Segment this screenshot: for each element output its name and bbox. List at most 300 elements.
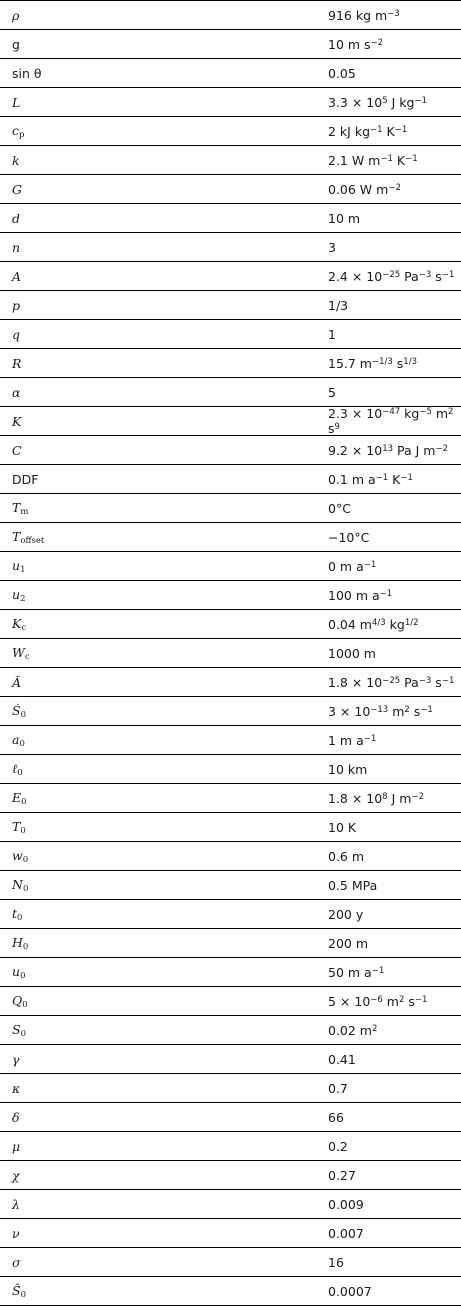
- value-cell: [328, 530, 461, 545]
- value-text: 10 m s: [328, 36, 371, 52]
- value-cell: [328, 588, 461, 603]
- value-cell: [328, 1197, 461, 1212]
- symbol-subscript: 0: [21, 796, 27, 807]
- value-text: 5 × 10: [328, 993, 371, 1009]
- symbol-cell: [0, 1052, 328, 1067]
- symbol-cell: [0, 385, 328, 400]
- symbol-cell: [0, 906, 328, 923]
- table-row: [0, 262, 461, 291]
- symbol-text: c: [12, 122, 20, 138]
- value-cell: [328, 849, 461, 864]
- table-row: [0, 407, 461, 436]
- symbol-text: p: [12, 297, 21, 313]
- symbol-text: q: [12, 326, 21, 342]
- symbol-text: t: [12, 905, 18, 921]
- symbol-text: T: [12, 499, 21, 515]
- table-row: [0, 1016, 461, 1045]
- table-row: [0, 1277, 461, 1306]
- value-unit-text: K: [388, 471, 401, 487]
- value-text: 2.1 W m: [328, 152, 381, 168]
- symbol-text: G: [12, 181, 22, 197]
- value-superscript: −1: [405, 153, 418, 164]
- value-superscript: 1/2: [404, 617, 419, 628]
- symbol-text: T: [12, 818, 21, 834]
- value-unit-text: Pa: [400, 674, 419, 690]
- value-text: 916 kg m: [328, 7, 388, 23]
- symbol-cell: [0, 443, 328, 458]
- table-row: [0, 987, 461, 1016]
- symbol-text: α: [12, 384, 21, 400]
- symbol-cell: [0, 645, 328, 662]
- value-text: 0.2: [328, 1138, 348, 1154]
- value-cell: [328, 559, 461, 574]
- table-row: [0, 929, 461, 958]
- value-text: 0.007: [328, 1225, 364, 1241]
- value-cell: [328, 8, 461, 23]
- value-cell: [328, 1139, 461, 1154]
- symbol-cell: [0, 587, 328, 604]
- symbol-text: σ: [12, 1254, 21, 1270]
- table-row: [0, 88, 461, 117]
- value-superscript: −2: [388, 182, 401, 193]
- value-cell: [328, 791, 461, 806]
- symbol-cell: [0, 1197, 328, 1212]
- symbol-cell: [0, 877, 328, 894]
- symbol-text: u: [12, 557, 21, 573]
- value-text: 0.05: [328, 65, 356, 81]
- symbol-cell: [0, 211, 328, 226]
- table-row: [0, 1, 461, 30]
- symbol-subscript: 0: [17, 767, 23, 778]
- value-cell: [328, 406, 461, 436]
- table-row: [0, 1248, 461, 1277]
- value-text: 3.3 × 10: [328, 94, 383, 110]
- value-superscript: 2: [398, 994, 405, 1005]
- value-text: 0.7: [328, 1080, 348, 1096]
- value-superscript: −2: [435, 443, 448, 454]
- value-unit-text: Pa: [400, 268, 419, 284]
- symbol-cell: [0, 182, 328, 197]
- value-cell: [328, 269, 461, 284]
- symbol-text: w: [12, 847, 23, 863]
- value-cell: [328, 211, 461, 226]
- value-superscript: −1/3: [371, 356, 393, 367]
- symbol-cell: [0, 95, 328, 110]
- value-superscript: −1: [363, 733, 377, 744]
- table-row: [0, 871, 461, 900]
- value-text: 200 m: [328, 935, 369, 951]
- symbol-subscript: c: [21, 622, 27, 633]
- symbol-text: Ŝ̇: [12, 1282, 21, 1298]
- symbol-cell: [0, 558, 328, 575]
- table-row: [0, 639, 461, 668]
- symbol-text: δ: [12, 1109, 20, 1125]
- symbol-text: n: [12, 239, 21, 255]
- value-cell: [328, 675, 461, 690]
- value-superscript: −3: [387, 8, 400, 19]
- symbol-cell: [0, 123, 328, 140]
- symbol-cell: [0, 993, 328, 1010]
- table-row: [0, 1103, 461, 1132]
- value-cell: [328, 1168, 461, 1183]
- value-superscript: −13: [370, 704, 389, 715]
- value-text: 10 m: [328, 210, 361, 226]
- symbol-cell: [0, 703, 328, 720]
- value-unit-text: J kg: [387, 94, 415, 110]
- value-cell: [328, 1255, 461, 1270]
- value-superscript: 1/3: [403, 356, 417, 367]
- value-superscript: −1: [400, 472, 413, 483]
- value-text: 100 m a: [328, 587, 380, 603]
- value-cell: [328, 704, 461, 719]
- value-superscript: −1: [371, 965, 385, 976]
- value-cell: [328, 994, 461, 1009]
- symbol-subscript: m: [20, 506, 29, 517]
- symbol-text: H: [12, 934, 23, 950]
- value-unit-text: s: [404, 993, 415, 1009]
- table-row: [0, 465, 461, 494]
- value-text: 1 m a: [328, 732, 364, 748]
- symbol-text: K: [12, 615, 22, 631]
- table-row: [0, 958, 461, 987]
- value-text: 0 m a: [328, 558, 364, 574]
- table-row: [0, 204, 461, 233]
- symbol-subscript: offset: [20, 535, 45, 546]
- value-text: 10 K: [328, 819, 357, 835]
- symbol-cell: [0, 1168, 328, 1183]
- table-row: [0, 1161, 461, 1190]
- value-cell: [328, 965, 461, 980]
- value-cell: [328, 327, 461, 342]
- symbol-cell: [0, 66, 328, 81]
- symbol-text: sin θ: [12, 65, 42, 81]
- symbol-cell: [0, 8, 328, 23]
- table-row: [0, 59, 461, 88]
- table-row: [0, 697, 461, 726]
- value-superscript: −1: [420, 704, 433, 715]
- table-row: [0, 552, 461, 581]
- symbol-text: Q: [12, 992, 23, 1008]
- value-text: 0.0007: [328, 1283, 372, 1299]
- symbol-subscript: 0: [22, 999, 28, 1010]
- value-cell: [328, 733, 461, 748]
- value-text: 2.3 × 10: [328, 406, 383, 421]
- value-cell: [328, 1023, 461, 1038]
- value-superscript: −1: [363, 559, 377, 570]
- symbol-text: W: [12, 644, 25, 660]
- symbol-subscript: c: [24, 651, 30, 662]
- value-text: 0.02 m: [328, 1022, 372, 1038]
- symbol-cell: [0, 1226, 328, 1241]
- symbol-cell: [0, 675, 328, 690]
- value-cell: [328, 1226, 461, 1241]
- value-text: 0.5 MPa: [328, 877, 378, 893]
- table-row: [0, 30, 461, 59]
- symbol-cell: [0, 298, 328, 313]
- symbol-text: Ã: [12, 674, 22, 690]
- value-text: 1.8 × 10: [328, 790, 383, 806]
- value-superscript: −25: [382, 269, 401, 280]
- table-row: [0, 523, 461, 552]
- table-row: [0, 813, 461, 842]
- table-row: [0, 378, 461, 407]
- symbol-cell: [0, 819, 328, 836]
- symbol-subscript: 0: [17, 912, 23, 923]
- value-superscript: −2: [370, 37, 384, 48]
- value-unit-text: s: [431, 674, 442, 690]
- symbol-subscript: 0: [19, 738, 25, 749]
- table-row: [0, 494, 461, 523]
- value-superscript: −1: [380, 153, 393, 164]
- value-cell: [328, 182, 461, 197]
- value-text: 5: [328, 384, 336, 400]
- symbol-text: ν: [12, 1225, 20, 1241]
- table-row: [0, 900, 461, 929]
- symbol-cell: [0, 472, 328, 487]
- value-unit-text: K: [392, 152, 406, 168]
- symbol-text: T: [12, 528, 21, 544]
- value-cell: [328, 385, 461, 400]
- symbol-subscript: 1: [20, 564, 26, 575]
- symbol-subscript: 0: [22, 854, 29, 865]
- value-unit-text: s: [431, 268, 442, 284]
- symbol-text: A: [12, 268, 22, 284]
- symbol-cell: [0, 529, 328, 546]
- value-text: 0.6 m: [328, 848, 365, 864]
- symbol-cell: [0, 153, 328, 168]
- symbol-cell: [0, 616, 328, 633]
- symbol-text: R: [12, 355, 22, 371]
- symbol-cell: [0, 1283, 328, 1300]
- value-superscript: −47: [382, 407, 401, 417]
- value-superscript: −25: [382, 675, 401, 686]
- value-superscript: −3: [418, 269, 432, 280]
- table-row: [0, 1190, 461, 1219]
- value-text: 66: [328, 1109, 344, 1125]
- table-row: [0, 784, 461, 813]
- symbol-text: λ: [12, 1196, 20, 1212]
- table-body: [0, 1, 461, 1306]
- symbol-subscript: 0: [20, 825, 26, 836]
- value-unit-text: J m: [387, 790, 412, 806]
- value-superscript: 13: [382, 443, 394, 454]
- symbol-text: γ: [12, 1051, 20, 1067]
- value-text: 0.009: [328, 1196, 364, 1212]
- symbol-text: K: [12, 413, 22, 429]
- symbol-text: ℓ: [12, 760, 18, 776]
- value-superscript: −1: [414, 994, 428, 1005]
- value-cell: [328, 66, 461, 81]
- table-row: [0, 291, 461, 320]
- symbol-text: χ: [12, 1167, 20, 1183]
- value-text: 1/3: [328, 297, 349, 313]
- value-unit-text: m: [382, 993, 399, 1009]
- value-cell: [328, 298, 461, 313]
- value-cell: [328, 95, 461, 110]
- value-text: 3 × 10: [328, 703, 371, 719]
- value-superscript: −1: [394, 124, 408, 135]
- value-superscript: 4/3: [371, 617, 386, 628]
- value-cell: [328, 443, 461, 458]
- symbol-cell: [0, 500, 328, 517]
- value-text: 1.8 × 10: [328, 674, 383, 690]
- value-cell: [328, 1052, 461, 1067]
- value-text: 0.41: [328, 1051, 356, 1067]
- symbol-text: g: [12, 36, 20, 52]
- value-superscript: −5: [419, 407, 432, 417]
- value-cell: [328, 1110, 461, 1125]
- value-text: 0.27: [328, 1167, 356, 1183]
- value-text: 0°C: [328, 500, 351, 516]
- value-cell: [328, 646, 461, 661]
- value-text: 9.2 × 10: [328, 442, 383, 458]
- value-text: 15.7 m: [328, 355, 372, 371]
- value-text: 3: [328, 239, 336, 255]
- value-cell: [328, 878, 461, 893]
- value-superscript: 5: [382, 95, 388, 106]
- value-superscript: −1: [414, 95, 427, 106]
- symbol-cell: [0, 1022, 328, 1039]
- value-cell: [328, 820, 461, 835]
- value-superscript: 8: [382, 791, 388, 802]
- value-superscript: 2: [448, 407, 454, 417]
- symbol-subscript: 0: [22, 941, 29, 952]
- table-row: [0, 117, 461, 146]
- symbol-cell: [0, 761, 328, 778]
- value-cell: [328, 37, 461, 52]
- value-unit-text: kg: [400, 406, 420, 421]
- symbol-text: N: [12, 876, 23, 892]
- value-cell: [328, 907, 461, 922]
- value-superscript: 2: [404, 704, 410, 715]
- table-row: [0, 726, 461, 755]
- table-row: [0, 842, 461, 871]
- value-text: −10°C: [328, 529, 370, 545]
- value-unit-text: kg: [385, 616, 405, 632]
- value-superscript: −1: [441, 675, 455, 686]
- value-unit-text: m: [388, 703, 405, 719]
- symbol-cell: [0, 1139, 328, 1154]
- value-cell: [328, 472, 461, 487]
- symbol-text: k: [12, 152, 20, 168]
- symbol-cell: [0, 269, 328, 284]
- symbol-cell: [0, 790, 328, 807]
- symbol-subscript: p: [19, 129, 25, 140]
- symbol-text: C: [12, 442, 22, 458]
- value-text: 2.4 × 10: [328, 268, 383, 284]
- symbol-cell: [0, 1081, 328, 1096]
- symbol-text: κ: [12, 1080, 21, 1096]
- table-row: [0, 581, 461, 610]
- table-row: [0, 175, 461, 204]
- value-unit-text: s: [409, 703, 421, 719]
- value-cell: [328, 501, 461, 516]
- table-row: [0, 1074, 461, 1103]
- table-row: [0, 349, 461, 378]
- symbol-text: μ: [12, 1138, 21, 1154]
- value-text: 0.06 W m: [328, 181, 389, 197]
- value-unit-text: Pa J m: [393, 442, 436, 458]
- value-superscript: −1: [375, 472, 389, 483]
- symbol-text: Ṡ: [12, 702, 21, 718]
- symbol-subscript: 0: [20, 1289, 26, 1300]
- value-cell: [328, 124, 461, 139]
- symbol-cell: [0, 37, 328, 52]
- symbol-text: u: [12, 963, 21, 979]
- value-text: 10 km: [328, 761, 368, 777]
- value-text: 0.04 m: [328, 616, 372, 632]
- symbol-cell: [0, 1110, 328, 1125]
- symbol-subscript: 0: [20, 709, 26, 720]
- value-superscript: −1: [370, 124, 383, 135]
- value-text: 1000 m: [328, 645, 376, 661]
- symbol-cell: [0, 964, 328, 981]
- symbol-text: ρ: [12, 7, 20, 23]
- value-cell: [328, 1081, 461, 1096]
- value-unit-text: s: [392, 355, 404, 371]
- value-cell: [328, 762, 461, 777]
- value-superscript: −1: [441, 269, 455, 280]
- value-superscript: 2: [371, 1023, 378, 1034]
- value-text: 200 y: [328, 906, 364, 922]
- value-unit-text: s: [328, 421, 335, 436]
- symbol-text: DDF: [12, 471, 39, 487]
- value-cell: [328, 936, 461, 951]
- value-cell: [328, 153, 461, 168]
- symbol-text: a: [12, 731, 20, 747]
- value-superscript: −2: [411, 791, 424, 802]
- symbol-subscript: 2: [20, 593, 26, 604]
- table-row: [0, 320, 461, 349]
- value-cell: [328, 617, 461, 632]
- table-row: [0, 233, 461, 262]
- table-row: [0, 1132, 461, 1161]
- symbol-cell: [0, 414, 328, 429]
- value-superscript: −6: [370, 994, 383, 1005]
- table-row: [0, 436, 461, 465]
- value-text: 2 kJ kg: [328, 123, 370, 139]
- symbol-subscript: 0: [22, 883, 29, 894]
- symbol-cell: [0, 327, 328, 342]
- table-row: [0, 668, 461, 697]
- symbol-cell: [0, 1255, 328, 1270]
- value-cell: [328, 240, 461, 255]
- value-cell: [328, 1284, 461, 1299]
- value-superscript: −1: [379, 588, 393, 599]
- symbol-cell: [0, 356, 328, 371]
- symbol-cell: [0, 240, 328, 255]
- value-unit-text: m: [431, 406, 449, 421]
- symbol-subscript: 0: [20, 1028, 26, 1039]
- table-row: [0, 146, 461, 175]
- value-superscript: −3: [418, 675, 432, 686]
- symbol-text: d: [12, 210, 21, 226]
- symbol-text: S: [12, 1021, 21, 1037]
- value-unit-text: K: [382, 123, 395, 139]
- symbol-cell: [0, 935, 328, 952]
- table-row: [0, 610, 461, 639]
- table-row: [0, 755, 461, 784]
- symbol-text: E: [12, 789, 22, 805]
- symbol-text: u: [12, 586, 21, 602]
- value-cell: [328, 356, 461, 371]
- value-text: 0.1 m a: [328, 471, 376, 487]
- value-superscript: 9: [334, 422, 340, 432]
- table-row: [0, 1219, 461, 1248]
- symbol-cell: [0, 732, 328, 749]
- symbol-subscript: 0: [20, 970, 26, 981]
- value-text: 16: [328, 1254, 344, 1270]
